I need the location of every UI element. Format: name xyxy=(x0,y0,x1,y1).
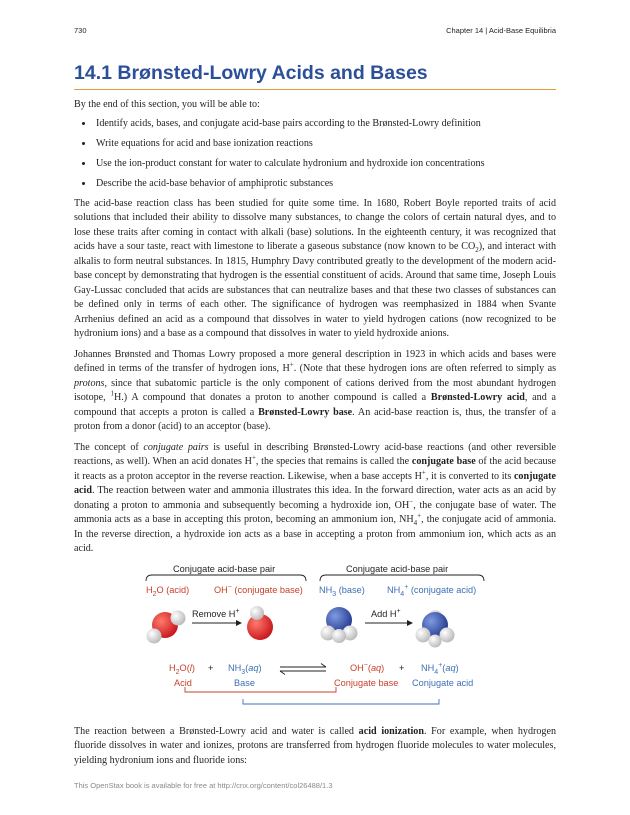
page-footer: This OpenStax book is available for free at http://cnx.org/content/col26488/1.3 xyxy=(74,781,333,790)
role-conjugate-acid: Conjugate acid xyxy=(412,677,474,688)
red-connector xyxy=(185,687,336,692)
objectives-intro: By the end of this section, you will be able to: xyxy=(74,99,260,110)
paragraph-bronsted-lowry: Johannes Brønsted and Thomas Lowry proposed a more general description in 1923 in which acids and bases were defined in terms of the transfer of hydrogen ions, H+. (Note that these hydrogen ions are often referred to simply as protons, since that subatomic particle is the only component of cations derived from the most abundant hydrogen isotope, $^1$H.) A compound that donates a proton to another compound is called a Brønsted-Lowry acid, and a compound that accepts a proton is called a Brønsted-Lowry base. An acid-base reaction is, thus, the transfer of a proton from a donor (acid) to an acceptor (base). xyxy=(74,348,557,432)
nh4-conjugate-acid-label: $NH_4^+$ (conjugate acid) xyxy=(387,583,477,598)
h2o-acid-label: $H_2O$ (acid) xyxy=(146,584,190,598)
term-bronsted-lowry-base: Brønsted-Lowry base xyxy=(258,406,353,418)
equilibrium-arrows xyxy=(280,663,326,674)
term-bronsted-lowry-acid: Brønsted-Lowry acid xyxy=(430,392,525,403)
eq-ammonia: $NH_3(aq)$ xyxy=(228,662,262,676)
water-molecule xyxy=(147,610,186,643)
role-base: Base xyxy=(234,677,255,688)
eq-ammonium: $NH_4^+(aq)$ xyxy=(421,661,459,676)
page-header xyxy=(74,26,556,38)
ammonium-molecule xyxy=(416,610,455,648)
hydroxide-molecule xyxy=(247,606,273,640)
oh-conjugate-base-label: OH− (conjugate base) xyxy=(214,583,303,595)
eq-water: $H_2O(l)$ xyxy=(169,662,195,676)
section-title: 14.1 Brønsted-Lowry Acids and Bases xyxy=(74,62,556,90)
objective-item: • Write equations for acid and base ionization reactions xyxy=(94,137,556,152)
term-conjugate-acid: conjugate acid xyxy=(74,470,557,496)
nh3-base-label: $NH_3$ (base) xyxy=(319,584,365,598)
eq-plus-left: + xyxy=(208,662,214,673)
eq-hydroxide: OH−(aq) xyxy=(350,661,385,673)
paragraph-conjugate-pairs: The concept of conjugate pairs is useful in describing Brønsted-Lowry acid-base reactions (and other reversible reactions, as well). When an acid donates H+, the species that remains is called the conjugate base of the acid because it reacts as a proton acceptor in the reverse reaction. Likewise, when a base accepts H+, it is converted to its conjugate acid. The reaction between water and ammonia illustrates this idea. In the forward direction, water acts as an acid by donating a proton to ammonia and subsequently becoming a hydroxide ion, OH−, the conjugate base of water. The ammonia acts as a base in accepting this proton, becoming an ammonium ion, $NH_4^+$, the conjugate acid of ammonia. In the reverse direction, a hydroxide ion acts as a base in accepting a proton from ammonium ion, which acts as an acid. xyxy=(74,441,557,554)
role-acid: Acid xyxy=(174,677,192,688)
objective-item: • Identify acids, bases, and conjugate acid-base pairs according to the Brønsted-Lowry definition xyxy=(94,117,556,132)
blue-connector xyxy=(243,699,439,704)
ammonia-molecule xyxy=(321,607,358,643)
conjugate-pairs-figure xyxy=(74,563,556,721)
chapter-title: Chapter 14 | Acid-Base Equilibria xyxy=(446,26,556,35)
page-number: 730 xyxy=(74,26,87,35)
add-h-label: Add H+ xyxy=(371,607,401,619)
role-conjugate-base: Conjugate base xyxy=(334,677,399,688)
pair-label-right: Conjugate acid-base pair xyxy=(346,563,449,574)
eq-plus-right: + xyxy=(399,662,405,673)
term-conjugate-base: conjugate base xyxy=(411,456,476,467)
objective-item: • Use the ion-product constant for water to calculate hydronium and hydroxide ion concentrations xyxy=(94,157,556,172)
term-acid-ionization: acid ionization xyxy=(358,725,424,737)
red-pair-connector xyxy=(74,687,183,699)
paragraph-history: The acid-base reaction class has been studied for quite some time. In 1680, Robert Boyle reported traits of acid solutions that included their ability to dissolve many substances, to change the colors of certain natural dyes, and to lose these traits after coming in contact with alkali (base) solutions. In the eighteenth century, it was recognized that acids have a sour taste, react with limestone to liberate a gaseous substance (now known to be $CO_2$), and interact with alkalis to form neutral substances. In 1815, Humphry Davy contributed greatly to the development of the modern acid-base concept by demonstrating that hydrogen is the essential constituent of acids. Around that same time, Joseph Louis Gay-Lussac concluded that acids are substances that can neutralize bases and that these two classes of substances can be defined only in terms of each other. The significance of hydrogen was reemphasized in 1884 when Svante Arrhenius defined an acid as a compound that dissolves in water to yield hydrogen cations (now recognized to be hydronium ions) and a base as a compound that dissolves in water to yield hydroxide anions. xyxy=(74,197,556,339)
paragraph-acid-ionization: The reaction between a Brønsted-Lowry acid and water is called acid ionization. For example, when hydrogen fluoride dissolves in water and ionizes, protons are transferred from hydrogen fluoride molecules to water molecules, yielding hydronium ions and fluoride ions: xyxy=(74,725,557,766)
pair-label-left: Conjugate acid-base pair xyxy=(173,563,276,574)
remove-h-label: Remove H+ xyxy=(192,607,240,619)
objective-item: • Describe the acid-base behavior of amphiprotic substances xyxy=(94,177,556,192)
objectives-list xyxy=(74,117,556,192)
page-content xyxy=(74,98,556,774)
